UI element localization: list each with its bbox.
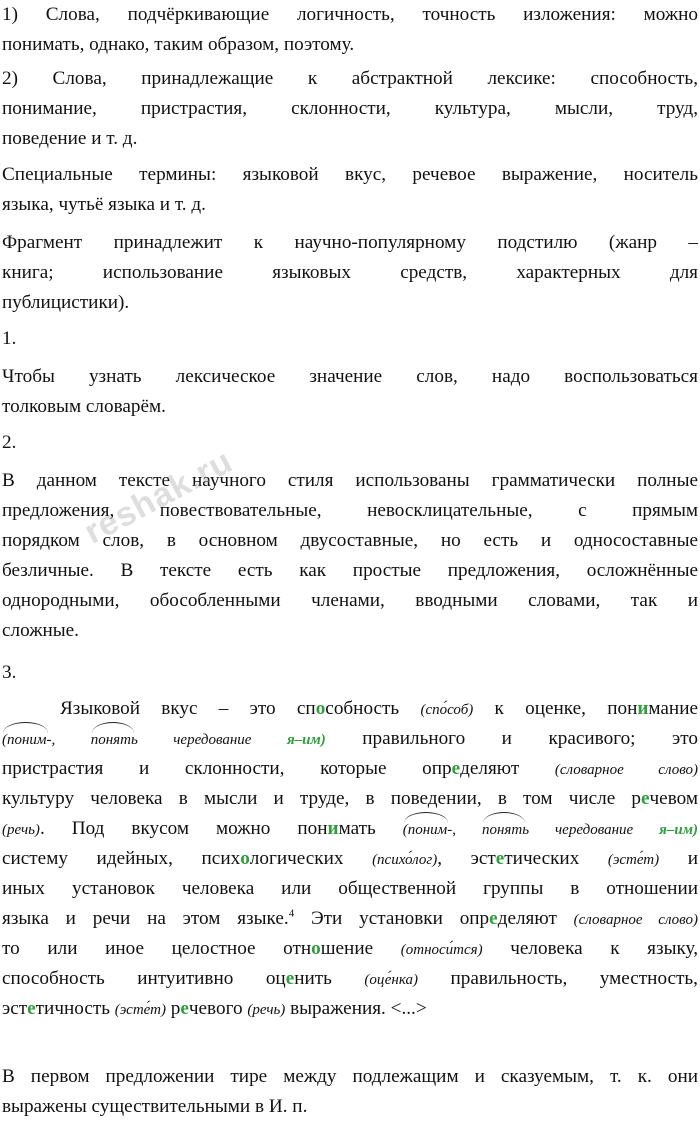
text-fragment: к оценке, пон xyxy=(473,698,638,719)
text-fragment: собность xyxy=(325,698,421,719)
footnote-marker: 4 xyxy=(288,907,295,920)
text-fragment: . Под вкусом можно пон xyxy=(39,818,328,839)
text-line: поведение и т. д. xyxy=(2,128,138,149)
highlight-letter: е xyxy=(180,998,189,1019)
highlight-letter: и xyxy=(637,698,649,719)
text-fragment: Языковой вкус – это сп xyxy=(60,698,316,719)
text-fragment: выражения. <...> xyxy=(285,998,427,1019)
annotation: , xyxy=(51,732,91,748)
section-number-2: 2. xyxy=(2,432,17,453)
text-fragment: человека к языку, xyxy=(482,938,698,959)
text-line: выражены существительными в И. п. xyxy=(2,1096,308,1117)
text-fragment: культуру человека в мысли и труде, в поведении, в том числе р xyxy=(2,788,641,809)
highlight-letter: о xyxy=(311,938,321,959)
annotated-text xyxy=(2,694,698,1024)
text-fragment: шение xyxy=(320,938,401,959)
text-line: предложения, повествовательные, невосклицательные, с прямым xyxy=(2,500,698,521)
text-line xyxy=(2,934,698,964)
text-fragment: языка и речи на этом языке. xyxy=(2,908,289,929)
text-line xyxy=(2,994,698,1024)
paragraph-5 xyxy=(2,362,698,422)
paragraph-2 xyxy=(2,64,698,154)
text-line: языка, чутьё языка и т. д. xyxy=(2,194,206,215)
annotation: (словарное слово) xyxy=(573,912,698,928)
root-annotation: понять xyxy=(482,815,529,845)
text-fragment: мание xyxy=(648,698,698,719)
paragraph-3 xyxy=(2,160,698,220)
paragraph-1 xyxy=(2,0,698,60)
section-number-3: 3. xyxy=(2,662,17,683)
section-number-1: 1. xyxy=(2,328,17,349)
text-line: понимать, однако, таким образом, поэтому. xyxy=(2,34,355,55)
text-fragment: эст xyxy=(2,998,28,1019)
text-line: В первом предложении тире между подлежащим и сказуемым, т. к. они xyxy=(2,1066,698,1087)
text-fragment: чевом xyxy=(649,788,698,809)
text-fragment: и xyxy=(659,848,699,869)
text-line: Фрагмент принадлежит к научно-популярному подстилю (жанр – xyxy=(2,232,698,253)
text-line: иных установок человека или общественной группы в отношении xyxy=(2,878,698,899)
text-line: безличные. В тексте есть как простые предложения, осложнённые xyxy=(2,560,698,581)
text-line: Специальные термины: языковой вкус, речевое выражение, носитель xyxy=(2,164,698,185)
highlight-letter: е xyxy=(489,908,498,929)
text-line: порядком слов, в основном двусоставные, но есть и односоставные xyxy=(2,530,698,551)
text-fragment: пристрастия и склонности, которые опр xyxy=(2,758,452,779)
text-line: 1) Слова, подчёркивающие логичность, точность изложения: можно xyxy=(2,4,698,25)
watermark: reshak.ru xyxy=(78,441,239,552)
annotation: (словарное слово) xyxy=(554,762,699,778)
text-fragment: систему идейных, псих xyxy=(2,848,241,869)
text-line: публицистики). xyxy=(2,292,130,313)
highlight-letter: е xyxy=(495,848,505,869)
text-line xyxy=(2,904,698,934)
highlight-letter: е xyxy=(451,758,461,779)
text-fragment: деляют xyxy=(460,758,555,779)
text-line: книга; использование языковых средств, характерных для xyxy=(2,262,698,283)
text-fragment: то или иное целостное отн xyxy=(2,938,312,959)
text-line: толковым словарём. xyxy=(2,396,166,417)
paragraph-6 xyxy=(2,466,698,646)
annotation: (речь) xyxy=(2,822,40,838)
root-annotation: понять xyxy=(91,725,138,755)
text-line xyxy=(2,754,698,784)
text-fragment: правильность, уместность, xyxy=(418,968,698,989)
text-fragment: Эти установки опр xyxy=(294,908,490,929)
text-line: Чтобы узнать лексическое значение слов, надо воспользоваться xyxy=(2,366,698,387)
text-line xyxy=(2,784,698,814)
paragraph-4 xyxy=(2,228,698,318)
annotation: (относи́тся) xyxy=(400,942,483,958)
text-fragment: правильного и красивого; это xyxy=(325,728,698,749)
annotation: (речь) xyxy=(247,1002,286,1018)
text-fragment: логических xyxy=(249,848,373,869)
text-line: понимание, пристрастия, склонности, культура, мысли, труд, xyxy=(2,98,698,119)
paragraph-7 xyxy=(2,1062,698,1122)
annotation: чередование xyxy=(529,822,660,838)
highlight-letter: е xyxy=(27,998,36,1019)
text-line xyxy=(2,724,698,754)
text-fragment: деляют xyxy=(497,908,574,929)
annotation: чередование xyxy=(137,732,287,748)
text-line xyxy=(2,814,698,844)
text-fragment: тических xyxy=(504,848,608,869)
root-annotation: (поним- xyxy=(403,815,453,845)
text-fragment: чевого xyxy=(188,998,248,1019)
text-line xyxy=(2,964,698,994)
text-line: однородными, обособленными членами, вводными словами, так и xyxy=(2,590,698,611)
annotation: (эсте́т) xyxy=(114,1002,166,1018)
text-line: 2) Слова, принадлежащие к абстрактной лексике: способность, xyxy=(2,68,698,89)
text-fragment: , эст xyxy=(437,848,496,869)
annotation: (психо́лог) xyxy=(372,852,438,868)
text-line: В данном тексте научного стиля использованы грамматически полные xyxy=(2,470,698,491)
text-fragment: тичность xyxy=(35,998,115,1019)
annotation: (оце́нка) xyxy=(364,972,418,988)
annotation: (эсте́т) xyxy=(607,852,660,868)
highlight-letter: о xyxy=(240,848,250,869)
text-line: сложные. xyxy=(2,620,79,641)
highlight-letter: и xyxy=(327,818,339,839)
text-line xyxy=(2,694,698,724)
highlight-letter: е xyxy=(285,968,295,989)
text-fragment: мать xyxy=(338,818,403,839)
text-fragment: р xyxy=(165,998,181,1019)
highlight-letter: о xyxy=(315,698,326,719)
text-fragment: нить xyxy=(294,968,365,989)
alternation-annotation: я–им) xyxy=(659,822,698,838)
text-line xyxy=(2,844,698,874)
highlight-letter: е xyxy=(641,788,650,809)
annotation: (спо́соб) xyxy=(420,702,474,718)
annotation: , xyxy=(452,822,482,838)
root-annotation: (поним- xyxy=(2,725,52,755)
text-fragment: способность интуитивно оц xyxy=(2,968,286,989)
alternation-annotation: я–им) xyxy=(286,732,326,748)
